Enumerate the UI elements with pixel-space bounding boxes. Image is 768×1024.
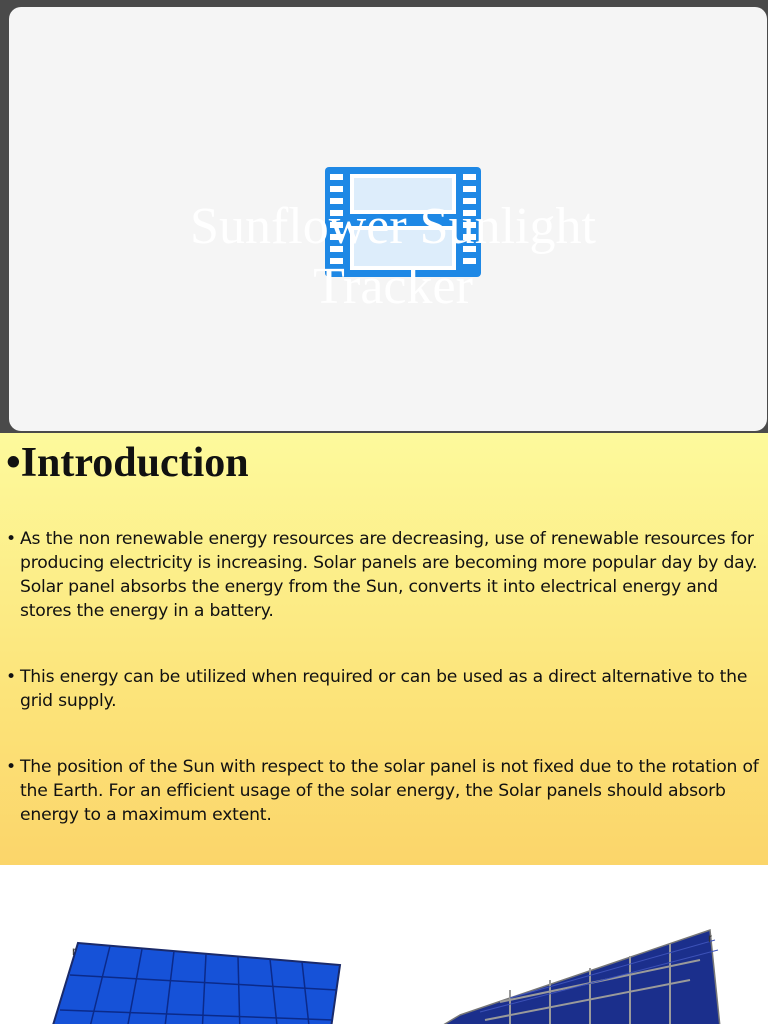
bullet-item: • The position of the Sun with respect to the solar panel is not fixed due to the rotation of the Earth. For an efficient usage of the solar energy, the Solar panels should absorb energy to a maximum extent. <box>6 755 764 827</box>
video-slide <box>0 0 768 433</box>
bullet-list <box>6 527 764 869</box>
slide-title <box>9 197 768 317</box>
bullet-item: • As the non renewable energy resources are decreasing, use of renewable resources for producing electricity is increasing. Solar panels are becoming more popular day by day. Solar panel absorbs the energy from the Sun, converts it into electrical energy and stores the energy in a battery. <box>6 527 764 623</box>
introduction-heading: •Introduction <box>6 440 249 486</box>
solar-panel-tracker-image <box>440 920 730 1024</box>
svg-text:r: r <box>708 931 712 945</box>
video-placeholder[interactable] <box>9 7 767 431</box>
bullet-item: • This energy can be utilized when required or can be used as a direct alternative to the grid supply. <box>6 665 764 713</box>
slide-title-line1: Sunflower Sunlight <box>190 198 596 255</box>
solar-panels-slide <box>0 865 768 1024</box>
introduction-slide <box>0 433 768 865</box>
svg-text:r: r <box>72 944 76 958</box>
solar-panel-flat-image <box>40 935 350 1024</box>
slide-title-line2: Tracker <box>313 258 473 315</box>
